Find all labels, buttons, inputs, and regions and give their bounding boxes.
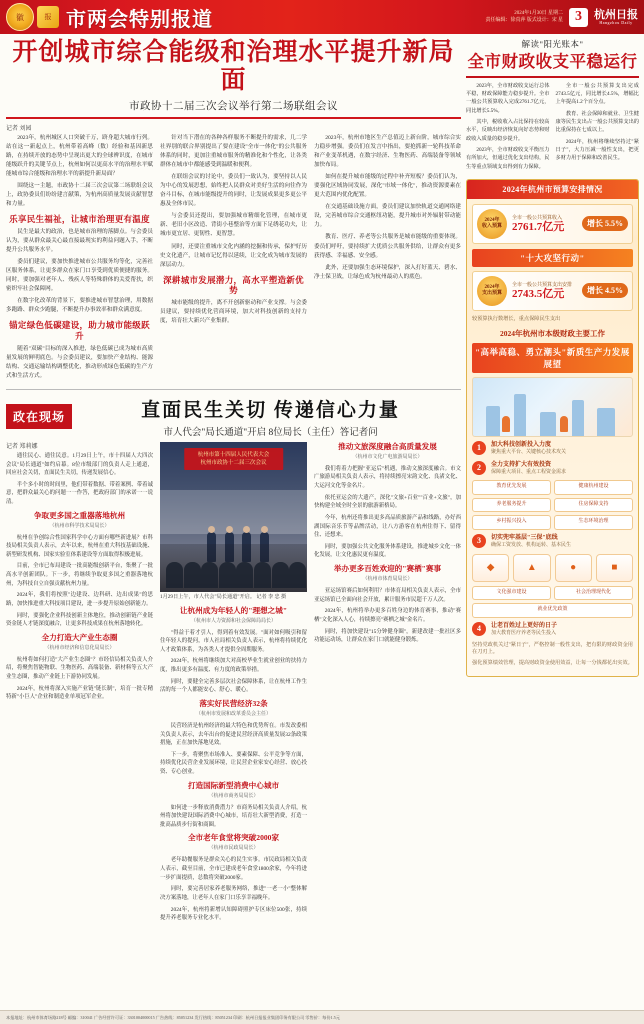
photo-audience bbox=[160, 544, 307, 592]
source-line: （杭州市经济和信息化局局长） bbox=[44, 645, 115, 651]
paragraph: 教育、医疗、养老等公共服务是城市能级的重要体现。委员们呼吁，要持续扩大优质公共服务供给，让群众有更多获得感、幸福感、安全感。 bbox=[314, 234, 461, 259]
paragraph: 2023年，全市财政收支运行总体平稳，财政保障能力稳步提升。全市一般公共预算收入完成2761.7亿元，同比增长5.5%。 bbox=[466, 82, 550, 114]
paragraph: 民生是最大的政治，也是城市治理的落脚点。与会委员认为，要从群众最关心最直接最现实的利益问题入手，不断提升公共服务水平。 bbox=[6, 229, 153, 254]
kpi-expenditure bbox=[472, 271, 633, 311]
paragraph: 城市能级的提升，离不开创新驱动和产业支撑。与会委员建议，要持续优化营商环境，加大对科技创新的支持力度，培育壮大新兴产业集群。 bbox=[160, 299, 307, 324]
item-sub: 聚焦重大平台、关键核心技术攻关 bbox=[491, 449, 567, 455]
source-line: （杭州市人力资源和社会保障局局长） bbox=[190, 618, 276, 624]
lead-subhead-3: 深耕城市发展潜力，高水平塑造新优势 bbox=[163, 274, 304, 296]
feature-photo bbox=[160, 442, 307, 592]
focus-chip: 健康杭州建设 bbox=[554, 480, 633, 495]
paragraph: 下一步，将聚焦市场准入、要素保障、公平竞争等方面，持续优化民营企业发展环境，让民营企业家安心经营、放心投资、专心创业。 bbox=[160, 751, 307, 776]
paragraph: "得益于着才引人，得到着有效发展。"面对如何吸引和留住年轻人的提问，市人社局相关负责人表示，杭州将持续优化人才政策体系，为各类人才提供全周期服务。 bbox=[160, 629, 307, 653]
paragraph: 今年，杭州还将推出更多高品质旅游产品和线路，办好西湖国际音乐节等品牌活动，让八方游客在杭州住得下、留得住、还想来。 bbox=[314, 514, 461, 539]
budget-infographic bbox=[466, 179, 639, 677]
focus-chip: 就业优先政策 bbox=[472, 603, 633, 618]
photo-person-head bbox=[243, 526, 250, 533]
focus-chip-grid bbox=[472, 480, 633, 530]
emblem-label: 徽 bbox=[16, 12, 24, 22]
focus-chip: 住房保障支持 bbox=[554, 498, 633, 513]
feature-head-6: 全市老年食堂将突破2000家 bbox=[187, 833, 280, 843]
item-title: 切实兜牢基层"三保"底线 bbox=[491, 534, 558, 541]
paragraph: 同时，要健全完善多层次社会保障体系，让在杭州工作生活的每一个人都能安心、舒心、暖心。 bbox=[160, 678, 307, 694]
infographic-title: 2024年杭州市预算安排情况 bbox=[467, 180, 638, 199]
lead-col-3 bbox=[314, 134, 461, 384]
work-item bbox=[472, 461, 633, 477]
feature-col-1 bbox=[6, 438, 153, 926]
feature-byline: 记者 郑莉娜 bbox=[6, 443, 38, 450]
paragraph: 2024年，杭州将继续加大对高校毕业生就业创业的扶持力度，推出更多有温度、有力度的政策举措。 bbox=[160, 658, 307, 674]
paper-name bbox=[594, 10, 638, 25]
feature-section bbox=[6, 389, 461, 926]
item-text bbox=[491, 622, 557, 638]
right-title: 全市财政收支平稳运行 bbox=[467, 52, 638, 71]
badge-line-2: 收入预算 bbox=[481, 223, 502, 229]
photo-caption: 1月29日上午，市人代会"局长通道"开启。 记者 李 忠 摄 bbox=[160, 593, 287, 600]
photo-person-head bbox=[208, 526, 215, 533]
kpi-revenue-growth: 增长 5.5% bbox=[582, 216, 628, 231]
feature-title-block bbox=[80, 395, 461, 438]
paragraph: 围绕这一主题，市政协十二届三次会议第二场联组会议上，政协委员们纷纷建言献策，为杭州高质量发展贡献智慧和力量。 bbox=[6, 183, 153, 208]
badge-line-2: 支出预算 bbox=[481, 290, 502, 296]
item-title: 让老百姓过上更好的日子 bbox=[491, 622, 558, 629]
banner-line-1: 杭州市第十四届人民代表大会 bbox=[197, 451, 270, 458]
lead-title: 开创城市综合能级和治理水平提升新局面 bbox=[12, 39, 455, 94]
feature-col-2 bbox=[160, 438, 307, 926]
national-emblem-icon bbox=[6, 3, 34, 31]
item-title: 加大科技创新投入力度 bbox=[491, 441, 552, 448]
feature-title: 直面民生关切 传递信心力量 bbox=[141, 399, 400, 421]
page-body bbox=[0, 34, 644, 1006]
item-sub: 保障重大项目、重点工程资金需求 bbox=[491, 469, 567, 475]
paragraph: 针对当下潜在的各种各样服务不断提升的需求，几二学社界别的联合界别提出了要在建设"全市一体化"的公共服务体系的同时，更加注重城市服务的精准化和个性化，让各类群体在城市中都能感受到温暖和便利。 bbox=[160, 135, 307, 169]
feature-head-7: 推动文旅深度融合高质量发展 bbox=[338, 441, 437, 451]
feature-tag: 政在现场 bbox=[6, 404, 72, 429]
paragraph: 2024年，杭州将深入实施产业链"链长制"，培育一批专精特新"小巨人"企业和制造业单项冠军企业。 bbox=[6, 685, 153, 701]
paragraph: 如何进一步释放消费潜力？市商务局相关负责人介绍，杭州将加快建设国际消费中心城市，培育壮大新型消费，打造一批高品质步行街和商圈。 bbox=[160, 804, 307, 828]
paragraph: 2024年，杭州将新增认知障碍照护专区床位500张，持续提升养老服务专业化水平。 bbox=[160, 906, 307, 922]
source-line: （杭州市科学技术局局长） bbox=[49, 523, 110, 529]
triangle-icon: ▲ bbox=[513, 554, 550, 582]
feature-columns bbox=[6, 438, 461, 926]
paragraph: 在交通基础设施方面，委员们建议加快轨道交通网络建设，完善城市综合交通枢纽功能，提升城市对外辐射带动能力。 bbox=[314, 204, 461, 229]
paragraph: 依托亚运会的大遗产，深化"文旅+百业""百业+文旅"，加快构建全域全时全景的旅游新格局。 bbox=[314, 494, 461, 510]
lead-subtitle: 市政协十二届三次会议举行第二场联组会议 bbox=[129, 101, 338, 112]
work-item bbox=[472, 622, 633, 638]
focus-chip: 养老服务提升 bbox=[472, 498, 551, 513]
feature-head-1: 争取更多国之重器落地杭州 bbox=[33, 510, 126, 520]
paragraph: 在数字化改革的背景下，要推进城市智慧治理，用数据多跑路、群众少跑腿，不断提升办事效率和群众满意度。 bbox=[6, 298, 153, 314]
paragraph: 2023年，全市财政收支平衡压力有所加大，但通过优化支出结构，民生等重点领域支出得到有力保障。 bbox=[466, 146, 550, 170]
photo-person-head bbox=[226, 526, 233, 533]
lead-body-columns bbox=[6, 134, 461, 384]
paragraph: 半个多小时的时间里，他们带着数据、带着案例、带着诚意，把群众最关心的问题一一作答，把政府部门的承诺一一说清。 bbox=[6, 481, 153, 506]
kpi-expenditure-main bbox=[512, 281, 577, 301]
kpi-revenue-badge bbox=[477, 209, 507, 239]
infographic-body bbox=[467, 199, 638, 676]
paragraph: 教育、社会保障和就业、卫生健康等民生支出占一般公共预算支出的比重保持在七成以上。 bbox=[555, 110, 639, 134]
item-number: 4 bbox=[472, 622, 486, 636]
paragraph: 委员们建议，要加快推进城市公共服务均等化，完善社区服务体系，让更多群众在家门口享受到优质便捷的服务。同时，要加强对老年人、残疾人等特殊群体的关爱帮扶，织密织牢社会保障网。 bbox=[6, 259, 153, 293]
lead-subhead-1: 乐享民生福祉，让城市治理更有温度 bbox=[9, 214, 150, 225]
paragraph: 亚运场馆赛后如何利用？市体育局相关负责人表示，全市亚运场馆已全面向社会开放，累计服务市民超千万人次。 bbox=[314, 587, 461, 603]
lead-col-1 bbox=[6, 134, 153, 384]
icon-row bbox=[472, 554, 633, 582]
illustration-city bbox=[472, 377, 633, 437]
focus-chip: 文化强市建设 bbox=[472, 586, 551, 601]
source-line: （杭州市文化广电旅游局局长） bbox=[352, 454, 423, 460]
photo-stage-banner bbox=[184, 448, 284, 471]
lead-col-2 bbox=[160, 134, 307, 384]
source-line: （杭州市民政局局长） bbox=[208, 846, 259, 852]
kpi-revenue bbox=[472, 204, 633, 244]
editor-credits: 责任编辑：徐真萍 版式设计：宋 星 bbox=[485, 18, 563, 23]
paragraph: 2024年，杭州将举办更多百姓身边的体育赛事，推动"赛栖"文化深入人心，持续擦亮"赛栖之城"金名片。 bbox=[314, 608, 461, 623]
feature-head-3: 让杭州成为年轻人的"理想之城" bbox=[179, 605, 288, 615]
lead-headline-block bbox=[6, 39, 461, 119]
kpi-expenditure-note: 较预算执行数增长，重点保障民生支出 bbox=[472, 315, 561, 322]
paragraph: 同时，将加快建设"15分钟健身圈"，新建改建一批社区多功能运动场，让群众在家门口就能健身锻炼。 bbox=[314, 628, 461, 644]
infographic-subtitle: 2024年杭州市本级财政主要工作 bbox=[500, 328, 605, 338]
tip-line: 强化预算绩效管理，提高财政资金使用效益，让每一分钱都花出实效。 bbox=[472, 660, 633, 667]
paper-name-en: Hangzhou Daily bbox=[599, 19, 633, 25]
kpi-expenditure-label: 全市一般公共预算支出安排 bbox=[512, 282, 573, 288]
item-sub: 加大教育医疗养老等民生投入 bbox=[491, 630, 557, 636]
masthead-right bbox=[485, 8, 644, 27]
work-item bbox=[472, 534, 633, 550]
kpi-expenditure-growth: 增长 4.5% bbox=[582, 283, 628, 298]
paragraph: 通往民心、通往民意。1月29日上午，市十四届人大四次会议"局长通道"如约启幕。8位市级部门的负责人走上通道，回应社会关切，直面民生关切，传递发展信心。 bbox=[6, 452, 153, 477]
paragraph: 同时，要完善居家养老服务网络，推进"一老一小"整体解决方案落地，让老年人在家门口乐享幸福晚年。 bbox=[160, 886, 307, 901]
right-col-2 bbox=[556, 82, 640, 174]
kpi-revenue-main bbox=[512, 214, 577, 234]
item-number: 2 bbox=[472, 461, 486, 475]
banner-line-2: 杭州市政协十二届三次会议 bbox=[200, 460, 267, 467]
paragraph: 与会委员还提出，要加强城市精细化管理，在城市更新、老旧小区改造、背街小巷整治等方面下足绣花功夫，让城市更宜居、更韧性、更智慧。 bbox=[160, 213, 307, 238]
lead-subhead-2: 锚定绿色低碳建设，助力城市能级跃升 bbox=[9, 320, 150, 342]
kpi-revenue-label: 全市一般公共预算收入 bbox=[512, 215, 563, 221]
feature-header bbox=[6, 395, 461, 438]
paragraph: 随着"双碳"目标的深入推进，绿色低碳已成为城市高质量发展的鲜明底色。与会委员建议，要加快产业结构、能源结构、交通运输结构调整优化，推动形成绿色低碳的生产方式和生活方式。 bbox=[6, 345, 153, 379]
source-line: （杭州市发展和改革委员会主任） bbox=[195, 711, 271, 717]
paragraph: 目前，全市已布局建设一批高能级创新平台，集聚了一批高水平创新团队。下一步，将继续争取更多国之重器落地杭州，为科技自立自强贡献杭州力量。 bbox=[6, 563, 153, 587]
item-text bbox=[491, 461, 566, 477]
paragraph: 同时，还要注重城市文化内涵的挖掘和传承，保护好历史文化遗产，让城市记忆得以延续，让文化成为城市发展的深层动力。 bbox=[160, 243, 307, 268]
paper-badge-icon bbox=[37, 6, 59, 28]
paragraph: 老年助餐服务是群众关心的民生实事。市民政局相关负责人表示，截至目前，全市已建成老年食堂1800余家，今年将进一步扩面提质，总数将突破2000家。 bbox=[160, 857, 307, 881]
item-number: 3 bbox=[472, 534, 486, 548]
masthead-title: 市两会特别报道 bbox=[66, 8, 213, 31]
action-band: "十大攻坚行动" bbox=[472, 249, 633, 267]
paragraph: 2023年，杭州城区人口突破千万，跻身超大城市行列。站在这一新起点上，杭州带着高峰（数）经验和基因新思路，在持续开放的态势中呈现出更大的全球辨识度，在城市能级跃升的关键节点上，杭州如何以更高水平的治理水平赋能城市综合能级和治理水平的新提升新局面？ bbox=[6, 135, 153, 178]
right-col-1 bbox=[466, 82, 550, 174]
lead-byline: 记者 刘园 bbox=[6, 126, 32, 132]
masthead bbox=[0, 0, 644, 34]
issue-date: 2024年1月30日 星期二 bbox=[514, 10, 563, 16]
left-column bbox=[0, 34, 466, 1006]
item-sub: 确保工资发放、机构运转、基本民生 bbox=[491, 543, 572, 548]
feature-head-5: 打造国际新型消费中心城市 bbox=[187, 780, 280, 790]
focus-chip: 生态环境治理 bbox=[554, 515, 633, 530]
item-number: 1 bbox=[472, 441, 486, 455]
item-text bbox=[491, 441, 566, 457]
paragraph: 民营经济是杭州经济的最大特色和优势所在。市发改委相关负责人表示，去年出台的促进民营经济高质量发展32条政策措施，正在加快落地见效。 bbox=[160, 722, 307, 747]
paragraph: 2024年，杭州将继续坚持过"紧日子"，大力压减一般性支出，把更多财力用于保障和改善民生。 bbox=[555, 138, 639, 162]
page-number: 3 bbox=[569, 8, 588, 27]
highlight-band: "高举高稳、勇立潮头"新质生产力发展展望 bbox=[472, 343, 633, 373]
kpi-expenditure-value: 2743.5亿元 bbox=[512, 287, 565, 300]
right-kicker: 解读"阳光账本" bbox=[521, 39, 584, 49]
paragraph: 其中，税收收入占比保持在较高水平，反映出经济恢复向好态势和财政收入质量的稳步提升。 bbox=[466, 119, 550, 142]
feature-head-2: 全力打造大产业生态圈 bbox=[41, 632, 118, 642]
tip-line: 坚持党政机关过"紧日子"，严格控制一般性支出，把有限的财政资金用在刀刃上。 bbox=[472, 641, 633, 656]
paragraph: 如何在提升城市能级的过程中补齐短板？委员们认为，要强化区域协同发展，深化"市域一体化"，推动资源要素在更大范围内优化配置。 bbox=[314, 174, 461, 199]
item-title: 全力支持扩大有效投资 bbox=[491, 461, 552, 468]
work-item bbox=[472, 441, 633, 457]
feature-head-4: 落实好民营经济32条 bbox=[199, 699, 268, 708]
item-text bbox=[491, 534, 571, 550]
focus-chip: 社会治理现代化 bbox=[554, 586, 633, 601]
paragraph: 2023年，杭州市地区生产总值迈上新台阶，城市综合实力稳步增强。委员们在发言中指出，要抢抓新一轮科技革命和产业变革机遇，在数字经济、生物医药、高端装备等领域加快布局。 bbox=[314, 135, 461, 169]
circle-icon: ● bbox=[555, 554, 592, 582]
square-icon: ■ bbox=[596, 554, 633, 582]
right-body-columns bbox=[466, 82, 639, 174]
source-line: （杭州市体育局局长） bbox=[362, 576, 413, 582]
paper-name-cn: 杭州日报 bbox=[594, 8, 638, 21]
focus-chip-grid-2 bbox=[472, 586, 633, 618]
masthead-meta bbox=[485, 10, 563, 25]
focus-chip: 教育优先发展 bbox=[472, 480, 551, 495]
paragraph: 全市一般公共预算支出完成2743.5亿元，同比增长4.5%，增幅比上年提高1.2个百分点。 bbox=[555, 82, 639, 106]
photo-person-head bbox=[261, 526, 268, 533]
paragraph: 同时，要加强公共文化服务体系建设，推进城乡文化一体化发展，让文化惠民更有温度。 bbox=[314, 543, 461, 559]
kpi-expenditure-badge bbox=[477, 276, 507, 306]
focus-chip: 乡村振兴投入 bbox=[472, 515, 551, 530]
paragraph: 杭州在争创综合性国家科学中心方面有哪些新进展？市科技局相关负责人表示，去年以来，杭州在重大科技基础设施、新型研发机构、国家实验室体系建设等方面取得积极进展。 bbox=[6, 534, 153, 558]
badge-line-1: 2024年 bbox=[484, 218, 500, 224]
kpi-revenue-value: 2761.7亿元 bbox=[512, 220, 565, 233]
paragraph: 在联组会议的讨论中，委员们一致认为，要坚持以人民为中心的发展思想，始终把人民群众对美好生活的向往作为奋斗目标，在城市能级提升的同时，让发展成果更多更公平惠及全体市民。 bbox=[160, 174, 307, 208]
badge-line-1: 2024年 bbox=[484, 285, 500, 291]
feature-subtitle: 市人代会"局长通道"开启 8位局长（主任）答记者问 bbox=[163, 427, 378, 438]
right-column bbox=[466, 34, 644, 1006]
page-footer: 本报地址：杭州市体育场路218号 邮编：310041 广告经营许可证：3301004000015 广告热线：85051234 发行热线：85051234 印刷：杭州日报报业集团印务有限公司 零售价：每份1.5元 bbox=[0, 1010, 644, 1024]
feature-col-3 bbox=[314, 438, 461, 926]
photo-stage-backdrop bbox=[160, 490, 307, 534]
badge-label: 报 bbox=[44, 13, 52, 21]
paragraph: 同时，要强化企业科技创新主体地位，推动创新链产业链资金链人才链深度融合，让更多科技成果在杭州落地转化。 bbox=[6, 612, 153, 628]
source-line: （杭州市商务局局长） bbox=[208, 793, 259, 799]
paragraph: 我们将着力把握"亚运后"机遇，推动文旅深度融合。市文广旅游局相关负责人表示，将持续擦亮宋韵文化、良渚文化、大运河文化等金名片。 bbox=[314, 465, 461, 489]
paragraph: 杭州将如何打造"大产业生态圈"？市经信局相关负责人介绍，将聚焦智能物联、生物医药、高端装备、新材料等五大产业生态圈，推动产业链上下游协同发展。 bbox=[6, 656, 153, 681]
paragraph: 此外，还要加强生态环境保护，深入打好蓝天、碧水、净土保卫战，让绿色成为杭州最动人的底色。 bbox=[314, 264, 461, 280]
paragraph: 2024年，我们将按照"边建设、边科研、边出成果"的思路，加快推进重大科技项目建设，进一步提升原始创新能力。 bbox=[6, 592, 153, 608]
diamond-icon: ◆ bbox=[472, 554, 509, 582]
divider bbox=[466, 76, 639, 78]
feature-head-8: 举办更多百姓欢迎的"赛栖"赛事 bbox=[333, 564, 442, 574]
